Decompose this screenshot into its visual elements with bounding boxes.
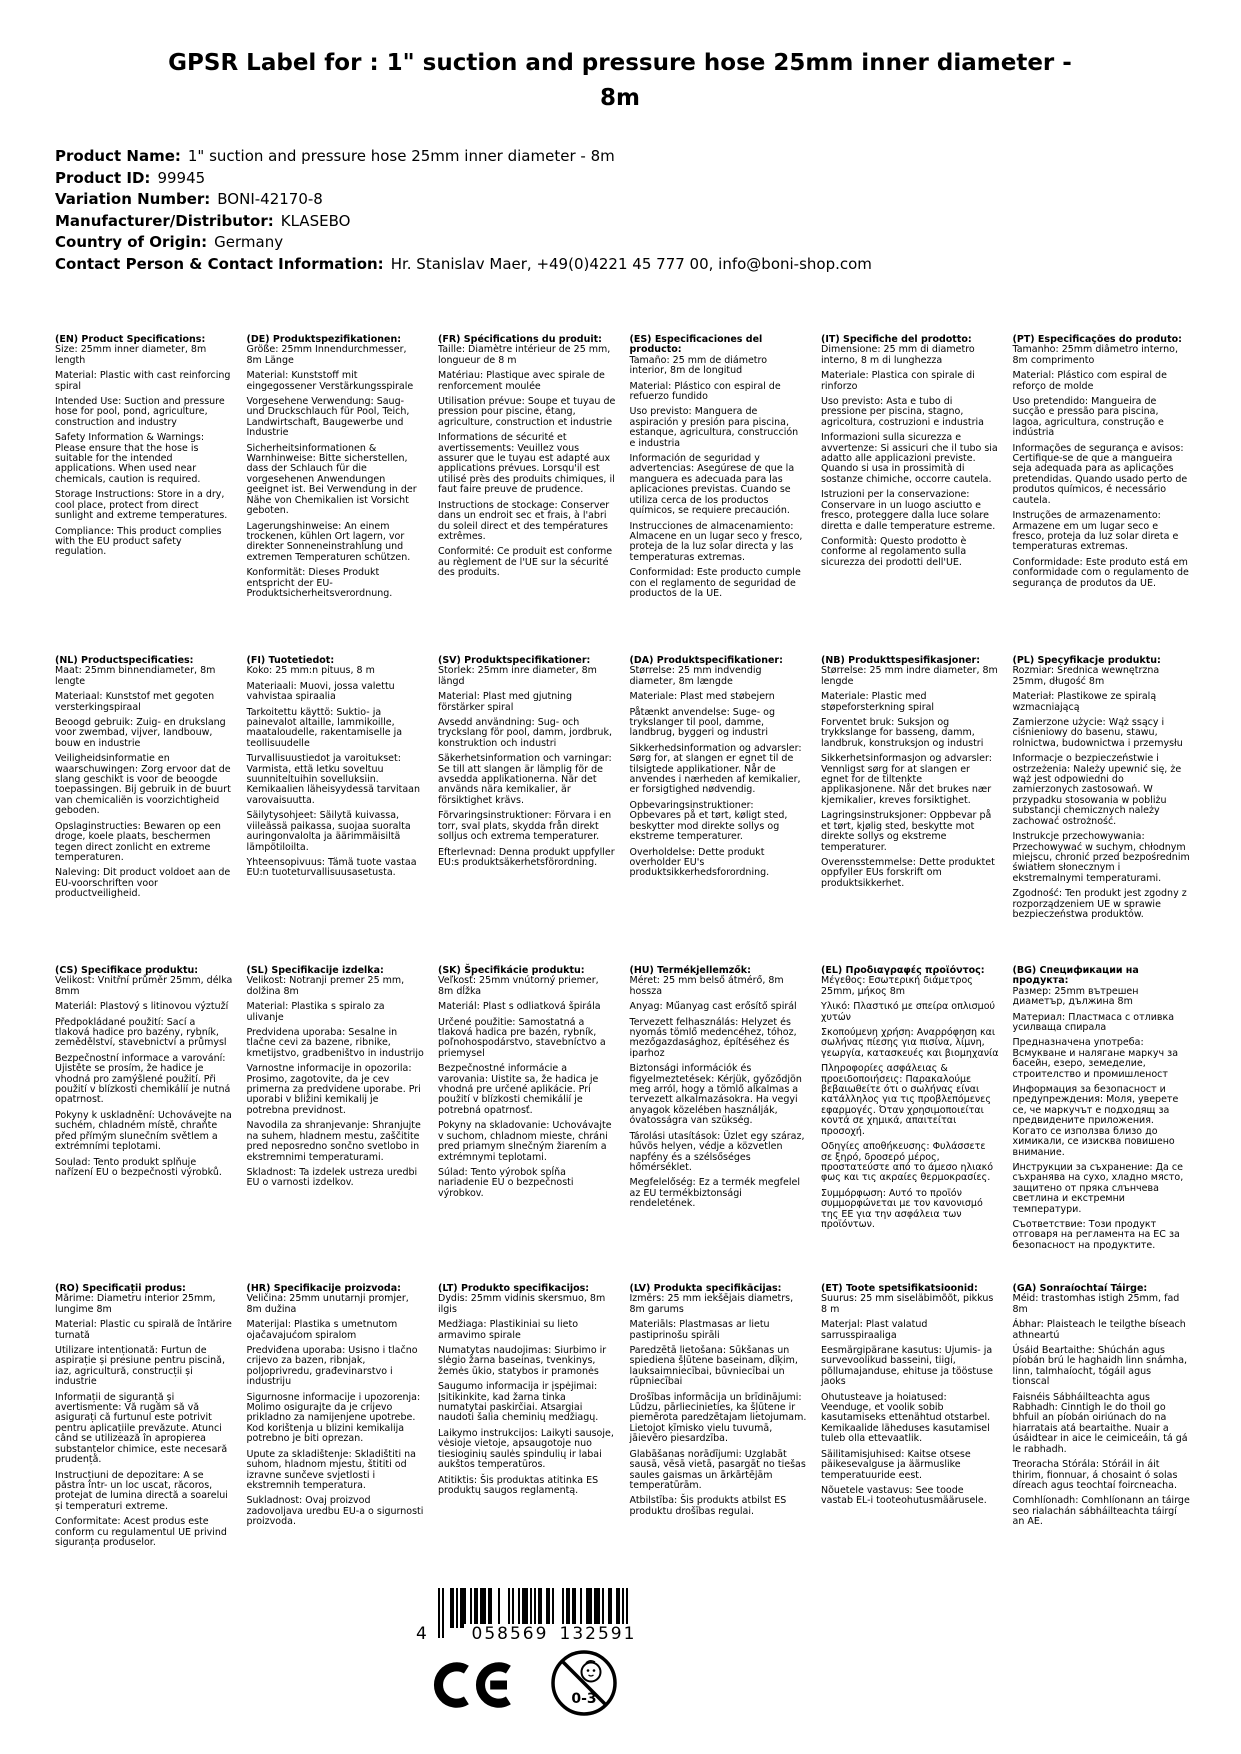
spec-paragraph: Efterlevnad: Denna produkt uppfyller EU:s produktsäkerhetsförordning. (438, 846, 615, 868)
product-field (55, 146, 1155, 168)
spec-paragraph: Sikkerhetsinformasjon og advarsler: Vennligst sørg for at slangen er egnet for de tiltenkte applikasjonene. Når det brukes nær kjemikalier, kreves forsiktighet. (821, 753, 992, 806)
spec-paragraph: Material: Plastic with cast reinforcing spiral (55, 370, 231, 392)
spec-heading: (HR) Specifikacije proizvoda: (246, 1283, 401, 1294)
spec-paragraph: Forventet bruk: Suksjon og trykkslange for basseng, damm, landbruk, konstruksjon og industri (821, 717, 984, 749)
spec-paragraph: Conformitate: Acest produs este conform cu regulamentul UE privind siguranța produselor. (55, 1516, 227, 1548)
product-field (55, 168, 1155, 190)
spec-paragraph: Συμμόρφωση: Αυτό το προϊόν συμμορφώνεται με τον κανονισμό της ΕΕ για την ασφάλεια των προϊόντων. (821, 1187, 983, 1230)
spec-paragraph: Velikost: Notranji premer 25 mm, dolžina 8m (246, 975, 405, 997)
spec-paragraph: Utilizare intenționată: Furtun de aspirație și presiune pentru piscină, iaz, agricultură, construcții și industrie (55, 1345, 225, 1388)
spec-heading: (RO) Specificații produs: (55, 1283, 186, 1294)
spec-paragraph: Navodila za shranjevanje: Shranjujte na suhem, hladnem mestu, zaščitite pred neposredno sončno svetlobo in ekstremnimi temperaturami. (246, 1120, 421, 1163)
age-warning-label: 0-3 (571, 1691, 597, 1707)
product-field-label: Product ID: (55, 168, 151, 187)
spec-paragraph: Informații de siguranță și avertismente: Vă rugăm să vă asigurați că furtunul este potrivit pentru aplicațiile prevăzute. Atunci când se utilizează în apropierea substanțelor chimice, este necesară prudență. (55, 1391, 228, 1466)
spec-paragraph: Uso previsto: Manguera de aspiración y presión para piscina, estanque, agricultura, construcción e industria (629, 406, 799, 449)
spec-paragraph: Uso pretendido: Mangueira de sucção e pressão para piscina, lagoa, agricultura, construção e indústria (1012, 396, 1164, 439)
spec-paragraph: Informazioni sulla sicurezza e avvertenze: Si assicuri che il tubo sia adatto alle applicazioni previste. Quando si usa in prossimità di sostanze chimiche, occorre cautela. (821, 432, 998, 485)
spec-paragraph: Materiál: Plast s odliatková špirála (438, 1001, 601, 1013)
spec-paragraph: Størrelse: 25 mm indre diameter, 8m lengde (821, 665, 998, 687)
spec-paragraph: Vorgesehene Verwendung: Saug- und Druckschlauch für Pool, Teich, Landwirtschaft, Baugewerbe und Industrie (246, 396, 410, 439)
spec-paragraph: Size: 25mm inner diameter, 8m length (55, 344, 207, 366)
product-field-label: Variation Number: (55, 190, 211, 208)
spec-heading: (EN) Product Specifications: (55, 334, 206, 345)
spec-block-fr (438, 335, 621, 656)
spec-paragraph: Veľkosť: 25mm vnútorný priemer, 8m dĺžka (438, 975, 599, 997)
spec-paragraph: Säilytysohjeet: Säilytä kuivassa, viileässä paikassa, suojaa suoralta auringonvalolta ja äärimmäisiltä lämpötiloilta. (246, 810, 411, 853)
spec-paragraph: Comhlíonadh: Comhlíonann an táirge seo rialachán sábháilteachta táirgí an AE. (1012, 1495, 1190, 1528)
page-title: GPSR Label for : 1" suction and pressure hose 25mm inner diameter - 8m (168, 50, 1072, 111)
spec-paragraph: Materiál: Plastový s litinovou výztuží (55, 1001, 229, 1013)
spec-paragraph: Súlad: Tento výrobok spĺňa nariadenie EÚ o bezpečnosti výrobkov. (438, 1166, 574, 1199)
spec-paragraph: Materiāls: Plastmasas ar lietu pastiprinošu spirāli (629, 1319, 770, 1341)
spec-paragraph: Materiał: Plastikowe ze spiralą wzmacniającą (1012, 691, 1157, 713)
spec-paragraph: Material: Plástico con espiral de refuerzo fundido (629, 380, 781, 403)
spec-block-it (821, 335, 1004, 656)
spec-paragraph: Safety Information & Warnings: Please ensure that the hose is suitable for the intended applications. When used near chemicals, caution is required. (55, 432, 205, 485)
spec-paragraph: Μέγεθος: Εσωτερική διάμετρος 25mm, μήκος 8m (821, 975, 973, 997)
spec-paragraph: Materijal: Plastika s umetnutom ojačavajućom spiralom (246, 1319, 398, 1341)
spec-paragraph: Koko: 25 mm:n pituus, 8 m (246, 665, 375, 677)
spec-heading: (IT) Specifiche del prodotto: (821, 334, 972, 345)
spec-paragraph: Méret: 25 mm belső átmérő, 8m hossza (629, 975, 784, 997)
spec-paragraph: Sicherheitsinformationen & Warnhinweise: Bitte sicherstellen, dass der Schlauch für die vorgesehenen Anwendungen geeignet ist. Bei Verwendung in der Nähe von Chemikalien ist Vorsicht geboten. (246, 442, 417, 517)
spec-paragraph: Säilitamisjuhised: Kaitse otsese päikesevalguse ja äärmuslike temperatuuride eest. (821, 1448, 971, 1481)
spec-heading: (SL) Specifikacije izdelka: (246, 965, 384, 976)
spec-paragraph: Treoracha Stórála: Stóráil in áit thirim, fionnuar, á chosaint ó solas díreach agus teochtaí foircneacha. (1012, 1459, 1178, 1491)
spec-paragraph: Konformität: Dieses Produkt entspricht der EU-Produktsicherheitsverordnung. (246, 567, 393, 599)
spec-paragraph: Méid: trastomhas istigh 25mm, fad 8m (1012, 1293, 1180, 1315)
spec-paragraph: Información de seguridad y advertencias: Asegúrese de que la manguera es adecuada para las aplicaciones previstas. Cuando se utiliza cerca de los productos químicos, se requiere precaución. (629, 453, 795, 517)
spec-block-en (55, 335, 238, 656)
spec-paragraph: Suurus: 25 mm siseläbimõõt, pikkus 8 m (821, 1293, 994, 1315)
spec-paragraph: Veiligheidsinformatie en waarschuwingen: Zorg ervoor dat de slang geschikt is voor de beoogde toepassingen. Bij gebruik in de buurt van chemicaliën is voorzichtigheid geboden. (55, 753, 231, 817)
spec-paragraph: Tamaño: 25 mm de diámetro interior, 8m de longitud (629, 354, 768, 377)
spec-block-bg (1013, 966, 1196, 1284)
spec-paragraph: Υλικό: Πλαστικό με σπείρα οπλισμού χυτών (821, 1001, 996, 1023)
spec-paragraph: Sigurnosne informacije i upozorenja: Molimo osigurajte da je crijevo prikladno za namijenjene upotrebe. Kod korištenja u blizini kemikalija potrebno je biti oprezan. (246, 1391, 421, 1445)
spec-paragraph: Numatytas naudojimas: Siurbimo ir slėgio žarna baseinas, tvenkinys, žemės ūkio, statybos ir pramonės (438, 1345, 607, 1377)
spec-heading: (FR) Spécifications du produit: (438, 334, 602, 345)
spec-paragraph: Informações de segurança e avisos: Certifique-se de que a mangueira seja adequada para as aplicações pretendidas. Quando usado perto de produtos químicos, é necessário cautela. (1012, 442, 1188, 506)
spec-paragraph: Påtænkt anvendelse: Suge- og trykslanger til pool, damme, landbrug, byggeri og industri (629, 706, 776, 739)
spec-paragraph: Drošības informācija un brīdinājumi: Lūdzu, pārliecinieties, ka šļūtene ir piemērota paredzētajam lietojumam. Lietojot ķīmisko vielu tuvumā, jāievēro piesardzība. (629, 1391, 807, 1445)
spec-block-ro (55, 1284, 238, 1553)
spec-paragraph: Material: Plastika s spiralo za ulivanje (246, 1001, 385, 1023)
spec-paragraph: Nõuetele vastavus: See toode vastab EL-i tooteohutusmäärusele. (821, 1484, 987, 1507)
spec-paragraph: Σκοπούμενη χρήση: Αναρρόφηση και σωλήνας πίεσης για πισίνα, λίμνη, γεωργία, κατασκευές και βιομηχανία (821, 1027, 999, 1059)
spec-paragraph: Instrucțiuni de depozitare: A se păstra într- un loc uscat, răcoros, protejat de lumina directă a soarelui și temperaturi extreme. (55, 1469, 228, 1512)
spec-paragraph: Предназначена употреба: Всмукване и налягане маркуч за басейн, езеро, земеделие, строителство и промишленост (1012, 1037, 1179, 1080)
spec-block-pt (1013, 335, 1196, 656)
spec-paragraph: Soulad: Tento produkt splňuje nařízení EU o bezpečnosti výrobků. (55, 1156, 222, 1178)
spec-block-lt (438, 1284, 621, 1553)
spec-heading: (FI) Tuotetiedot: (246, 655, 335, 666)
spec-paragraph: Velikost: Vnitřní průměr 25mm, délka 8mm (55, 975, 233, 997)
spec-paragraph: Conformità: Questo prodotto è conforme al regolamento sulla sicurezza dei prodotti dell'UE. (821, 535, 967, 568)
product-field (55, 211, 1155, 233)
spec-paragraph: Yhteensopivuus: Tämä tuote vastaa EU:n tuoteturvallisuusasetusta. (246, 856, 417, 879)
product-field (55, 254, 1155, 276)
spec-paragraph: Πληροφορίες ασφάλειας & προειδοποιήσεις: Παρακαλούμε βεβαιωθείτε ότι ο σωλήνας είναι κατάλληλος για τις προβλεπόμενες εφαρμογές. Όταν χρησιμοποιείται κοντά σε χημικά, απαιτείται προσοχή. (821, 1063, 991, 1137)
spec-block-hr (247, 1284, 430, 1553)
spec-paragraph: Izmērs: 25 mm iekšējais diametrs, 8m garums (629, 1293, 794, 1315)
spec-paragraph: Materiale: Plast med støbejern (629, 691, 775, 703)
spec-paragraph: Eesmärgipärane kasutus: Ujumis- ja survevoolikud basseini, tiigi, põllumajanduse, ehituse ja tööstuse jaoks (821, 1345, 993, 1388)
spec-paragraph: Zamierzone użycie: Wąż ssący i ciśnieniowy do basenu, stawu, rolnictwa, budownictwa i przemysłu (1012, 717, 1183, 749)
spec-paragraph: Säkerhetsinformation och varningar: Se till att slangen är lämplig för de avsedda applikationerna. När det används nära kemikalier, är försiktighet krävs. (438, 753, 612, 806)
spec-heading: (DA) Produktspecifikationer: (629, 655, 783, 666)
barcode-digit-left: 4 (416, 1624, 429, 1644)
spec-paragraph: Οδηγίες αποθήκευσης: Φυλάσσετε σε ξηρό, δροσερό μέρος, προστατεύστε από το άμεσο ηλιακό φως και τις ακραίες θερμοκρασίες. (821, 1141, 994, 1184)
spec-paragraph: Intended Use: Suction and pressure hose for pool, pond, agriculture, construction and industry (55, 396, 225, 428)
spec-heading: (PT) Especificações do produto: (1012, 334, 1182, 345)
spec-paragraph: Sukladnost: Ovaj proizvod zadovoljava uredbu EU-a o sigurnosti proizvoda. (246, 1495, 424, 1528)
spec-paragraph: Istruzioni per la conservazione: Conservare in un luogo asciutto e fresco, proteggere dalla luce solare diretta e dalle temperature estreme. (821, 489, 996, 532)
spec-paragraph: Dydis: 25mm vidinis skersmuo, 8m ilgis (438, 1293, 606, 1315)
spec-paragraph: Material: Kunststoff mit eingegossener Verstärkungsspirale (246, 370, 414, 392)
spec-block-et (821, 1284, 1004, 1553)
spec-paragraph: Veličina: 25mm unutarnji promjer, 8m dužina (246, 1293, 409, 1315)
spec-heading: (DE) Produktspezifikationen: (246, 334, 402, 345)
product-field-value: KLASEBO (280, 211, 351, 230)
spec-paragraph: Opbevaringsinstruktioner: Opbevares på et tørt, køligt sted, beskytter mod direkte sollys og ekstreme temperaturer. (629, 799, 788, 843)
spec-paragraph: Informacje o bezpieczeństwie i ostrzeżenia: Należy upewnić się, że wąż jest odpowiedni do zamierzonych zastosowań. W przypadku stosowania w pobliżu substancji chemicznych należy zachować ostrożność. (1012, 753, 1182, 827)
spec-paragraph: Uso previsto: Asta e tubo di pressione per piscina, stagno, agricoltura, costruzioni e industria (821, 396, 984, 428)
spec-paragraph: Bezpečnostné informácie a varovania: Uistite sa, že hadica je vhodná pre určené aplikácie. Pri použití v blízkosti chemikálií je potrebná opatrnosť. (438, 1063, 599, 1116)
spec-paragraph: Turvallisuustiedot ja varoitukset: Varmista, että letku soveltuu suunniteltuihin sovelluksiin. Kemikaalien läheisyydessä tarvitaan varovaisuutta. (246, 753, 421, 806)
spec-block-el (821, 966, 1004, 1284)
spec-paragraph: Material: Plast med gjutning förstärker spiral (438, 691, 572, 713)
spec-paragraph: Předpokládané použití: Sací a tlaková hadice pro bazény, rybník, zemědělství, stavebnictví a průmysl (55, 1016, 227, 1049)
spec-paragraph: Conformidad: Este producto cumple con el reglamento de seguridad de productos de la UE. (629, 567, 801, 599)
spec-paragraph: Maat: 25mm binnendiameter, 8m lengte (55, 665, 216, 687)
spec-paragraph: Ohutusteave ja hoiatused: Veenduge, et voolik sobib kasutamiseks ettenähtud otstarbel. Kemikaalide läheduses kasutamisel tuleb olla ettevaatlik. (821, 1391, 991, 1445)
barcode (416, 1588, 652, 1652)
spec-block-hu (630, 966, 813, 1284)
spec-paragraph: Saugumo informacija ir įspėjimai: Įsitikinkite, kad žarna tinka numatytai paskirčiai. Atsargiai naudoti šalia cheminių medžiagų. (438, 1381, 599, 1424)
spec-paragraph: Rozmiar: Średnica wewnętrzna 25mm, długość 8m (1012, 665, 1160, 687)
spec-paragraph: Ábhar: Plaisteach le teilgthe bíseach athneartú (1012, 1319, 1186, 1341)
spec-heading: (NL) Productspecificaties: (55, 655, 194, 666)
spec-paragraph: Úsáid Beartaithe: Shúchán agus píobán brú le haghaidh linn snámha, linn, talmhaíocht, tógáil agus tionscal (1012, 1345, 1188, 1388)
spec-heading: (BG) Спецификации на продукта: (1012, 965, 1139, 987)
spec-paragraph: Instrukcje przechowywania: Przechowywać w suchym, chłodnym miejscu, chronić przed bezpośrednim światłem słonecznym i ekstremalnymi temperaturami. (1012, 831, 1190, 884)
spec-paragraph: Matériau: Plastique avec spirale de renforcement moulée (438, 370, 605, 392)
spec-paragraph: Material: Plastic cu spirală de întărire turnată (55, 1319, 232, 1341)
spec-paragraph: Avsedd användning: Sug- och tryckslang för pool, damm, jordbruk, konstruktion och industri (438, 717, 612, 749)
spec-paragraph: Anyag: Műanyag cast erősítő spirál (629, 1001, 797, 1013)
spec-paragraph: Storlek: 25mm inre diameter, 8m längd (438, 665, 597, 687)
spec-paragraph: Материал: Пластмаса с отливка усилваща спирала (1012, 1011, 1175, 1034)
spec-paragraph: Инструкции за съхранение: Да се съхранява на сухо, хладно място, защитено от пряка слънчева светлина и екстремни температури. (1012, 1161, 1184, 1215)
product-field-label: Contact Person & Contact Information: (55, 254, 384, 273)
spec-heading: (SK) Špecifikácie produktu: (438, 965, 585, 976)
product-field-value: 99945 (157, 168, 206, 187)
spec-paragraph: Varnostne informacije in opozorila: Prosimo, zagotovite, da je cev primerna za predvidene uporabe. Pri uporabi v bližini kemikalij je potrebna previdnost. (246, 1063, 421, 1116)
spec-paragraph: Paredzētā lietošana: Sūkšanas un spiediena šļūtene baseinam, dīķim, lauksaimniecībai, būvniecībai un rūpniecībai (629, 1345, 798, 1388)
product-field-value: Hr. Stanislav Maer, +49(0)4221 45 777 00, info@boni-shop.com (390, 254, 872, 273)
product-field (55, 232, 1155, 254)
spec-block-nl (55, 656, 238, 966)
product-info-block (55, 146, 1155, 275)
spec-paragraph: Materiale: Plastic med støpeforsterkning spiral (821, 691, 935, 713)
spec-block-sv (438, 656, 621, 966)
spec-block-fi (247, 656, 430, 966)
spec-paragraph: Laikymo instrukcijos: Laikyti sausoje, vėsioje vietoje, apsaugotoje nuo tiesioginių saulės spindulių ir labai aukštos temperatūros. (438, 1427, 614, 1471)
spec-paragraph: Utilisation prévue: Soupe et tuyau de pression pour piscine, étang, agriculture, construction et industrie (438, 396, 616, 428)
spec-paragraph: Materiaal: Kunststof met gegoten versterkingspiraal (55, 691, 215, 713)
spec-block-cs (55, 966, 238, 1284)
product-field-value: Germany (214, 233, 284, 251)
spec-paragraph: Naleving: Dit product voldoet aan de EU-voorschriften voor productveiligheid. (55, 867, 231, 900)
product-field-value: BONI-42170-8 (217, 190, 323, 208)
spec-heading: (LT) Produkto specifikacijos: (438, 1283, 590, 1294)
spec-block-es (630, 335, 813, 656)
age-warning-0-3-icon (549, 1648, 619, 1718)
spec-paragraph: Určené použitie: Samostatná a tlaková hadica pre bazén, rybník, poľnohospodárstvo, stavebníctvo a priemysel (438, 1016, 606, 1059)
spec-paragraph: Størrelse: 25 mm indvendig diameter, 8m længde (629, 665, 762, 687)
spec-paragraph: Beoogd gebruik: Zuig- en drukslang voor zwembad, vijver, landbouw, bouw en industrie (55, 717, 226, 749)
spec-heading: (ES) Especificaciones del producto: (629, 334, 763, 356)
spec-paragraph: Predvidena uporaba: Sesalne in tlačne cevi za bazene, ribnike, kmetijstvo, gradbeništvo in industrijo (246, 1027, 424, 1059)
spec-paragraph: Tárolási utasítások: Üzlet egy száraz, hűvös helyen, védje a közvetlen napfény és a szélsőséges hőmérséklet. (629, 1130, 805, 1173)
spec-block-pl (1013, 656, 1196, 966)
spec-paragraph: Dimensione: 25 mm di diametro interno, 8 m di lunghezza (821, 344, 975, 366)
spec-paragraph: Zgodność: Ten produkt jest zgodny z rozporządzeniem UE w sprawie bezpieczeństwa produktów. (1012, 888, 1187, 920)
spec-heading: (PL) Specyfikacje produktu: (1012, 655, 1161, 666)
spec-paragraph: Tervezett felhasználás: Helyzet és nyomás tömlő medencéhez, tóhoz, mezőgazdasághoz, építéséhez és iparhoz (629, 1016, 797, 1059)
spec-block-sk (438, 966, 621, 1284)
spec-block-lv (630, 1284, 813, 1553)
spec-block-nb (821, 656, 1004, 966)
spec-paragraph: Instructions de stockage: Conserver dans un endroit sec et frais, à l'abri du soleil direct et des températures extrêmes. (438, 499, 610, 542)
product-field-label: Country of Origin: (55, 233, 208, 251)
spec-paragraph: Instrucciones de almacenamiento: Almacene en un lugar seco y fresco, proteja de la luz solar directa y las temperaturas extremas. (629, 520, 803, 563)
spec-paragraph: Atitiktis: Šis produktas atitinka ES produktų saugos reglamentą. (438, 1474, 599, 1496)
spec-paragraph: Upute za skladištenje: Skladištiti na suhom, hladnom mjestu, štititi od izravne sunčeve svjetlosti i ekstremnih temperatura. (246, 1448, 416, 1491)
spec-paragraph: Predviđena uporaba: Usisno i tlačno crijevo za bazen, ribnjak, poljoprivredu, građevinarstvo i industriju (246, 1345, 418, 1388)
spec-paragraph: Tarkoitettu käyttö: Suktio- ja painevalot altaille, lammikoille, maataloudelle, rakentamiselle ja teollisuudelle (246, 706, 403, 749)
spec-block-sl (247, 966, 430, 1284)
spec-grid (55, 335, 1195, 1553)
spec-paragraph: Информация за безопасност и предупреждения: Моля, уверете се, че маркучът е подходящ за предвидените приложения. Когато се използва близо до химикали, се изисква повишено внимание. (1012, 1084, 1179, 1158)
spec-paragraph: Storage Instructions: Store in a dry, cool place, protect from direct sunlight and extreme temperatures. (55, 489, 228, 522)
spec-paragraph: Materjal: Plast valatud sarrusspiraaliga (821, 1319, 928, 1341)
spec-paragraph: Pokyny k uskladnění: Uchovávejte na suchém, chladném místě, chraňte před přímým slunečním světlem a extrémními teplotami. (55, 1109, 232, 1153)
spec-paragraph: Instruções de armazenamento: Armazene em um lugar seco e fresco, proteja da luz solar direta e temperaturas extremas. (1012, 510, 1179, 553)
spec-heading: (HU) Termékjellemzők: (629, 965, 751, 976)
barcode-digits-mid: 058569 (464, 1624, 556, 1644)
spec-paragraph: Medžiaga: Plastikiniai su lieto armavimo spirale (438, 1319, 579, 1341)
spec-heading: (GA) Sonraíochtaí Táirge: (1012, 1283, 1148, 1294)
product-field-label: Product Name: (55, 147, 181, 165)
spec-paragraph: Skladnost: Ta izdelek ustreza uredbi EU o varnosti izdelkov. (246, 1166, 418, 1189)
spec-paragraph: Conformidade: Este produto está em conformidade com o regulamento de segurança de produtos da UE. (1012, 556, 1189, 589)
spec-paragraph: Compliance: This product complies with the EU product safety regulation. (55, 525, 222, 558)
spec-paragraph: Tamanho: 25mm diâmetro interno, 8m comprimento (1012, 344, 1178, 366)
spec-heading: (LV) Produkta specifikācijas: (629, 1283, 782, 1294)
spec-paragraph: Größe: 25mm Innendurchmesser, 8m Länge (246, 344, 407, 366)
spec-paragraph: Размер: 25mm вътрешен диаметър, дължина 8m (1012, 985, 1139, 1008)
spec-block-de (247, 335, 430, 656)
spec-paragraph: Atbilstība: Šis produkts atbilst ES produktu drošības regulai. (629, 1495, 787, 1517)
spec-paragraph: Materiaali: Muovi, jossa valettu vahvistaa spiraalia (246, 680, 395, 703)
spec-paragraph: Taille: Diamètre intérieur de 25 mm, longueur de 8 m (438, 344, 611, 366)
barcode-digits-right: 132591 (552, 1624, 644, 1644)
spec-paragraph: Overensstemmelse: Dette produktet oppfyller EUs forskrift om produktsikkerhet. (821, 856, 995, 889)
spec-paragraph: Lagringsinstruksjoner: Oppbevar på et tørt, kjølig sted, beskytte mot direkte sollys og ekstreme temperaturer. (821, 810, 992, 853)
product-field-label: Manufacturer/Distributor: (55, 211, 274, 230)
spec-paragraph: Overholdelse: Dette produkt overholder EU's produktsikkerhedsforordning. (629, 846, 770, 879)
product-field (55, 189, 1155, 211)
spec-paragraph: Sikkerhedsinformation og advarsler: Sørg for, at slangen er egnet til de tilsigtede applikationer. Når de anvendes i nærheden af kemikalier, er forsigtighed nødvendig. (629, 742, 802, 796)
spec-heading: (ET) Toote spetsifikatsioonid: (821, 1283, 978, 1294)
spec-paragraph: Förvaringsinstruktioner: Förvara i en torr, sval plats, skydda från direkt solljus och extrema temperaturer. (438, 810, 612, 843)
spec-paragraph: Glabāšanas norādījumi: Uzglabāt sausā, vēsā vietā, pasargāt no tiešas saules gaismas un ārkārtējām temperatūrām. (629, 1448, 806, 1491)
spec-heading: (CS) Specifikace produktu: (55, 965, 199, 976)
spec-paragraph: Biztonsági információk és figyelmeztetések: Kérjük, győződjön meg arról, hogy a tömlő alkalmas a tervezett alkalmazásokra. Ha vegyi anyagok közelében használják, óvatosságra van szükség. (629, 1063, 802, 1127)
product-field-value: 1" suction and pressure hose 25mm inner diameter - 8m (187, 147, 615, 165)
spec-block-da (630, 656, 813, 966)
spec-paragraph: Lagerungshinweise: An einem trockenen, kühlen Ort lagern, vor direkter Sonneneinstrahlung und extremen Temperaturen schützen. (246, 520, 411, 563)
ce-mark-icon (430, 1656, 514, 1714)
spec-paragraph: Megfelelőség: Ez a termék megfelel az EU termékbiztonsági rendeletének. (629, 1177, 800, 1210)
spec-heading: (NB) Produkttspesifikasjoner: (821, 655, 981, 666)
spec-paragraph: Materiale: Plastica con spirale di rinforzo (821, 370, 975, 392)
spec-paragraph: Faisnéis Sábháilteachta agus Rabhadh: Cinntigh le do thoil go bhfuil an píobán oiriúnach do na hiarratais atá beartaithe. Nuair a úsáidtear in aice le ceimiceáin, tá gá le rabhadh. (1012, 1391, 1188, 1455)
spec-paragraph: Informations de sécurité et avertissements: Veuillez vous assurer que le tuyau est adapté aux applications prévues. Lorsqu'il est utilisé près des produits chimiques, il faut faire preuve de prudence. (438, 432, 615, 496)
spec-paragraph: Material: Plástico com espiral de reforço de molde (1012, 370, 1167, 392)
spec-paragraph: Opslaginstructies: Bewaren op een droge, koele plaats, beschermen tegen direct zonlicht en extreme temperaturen. (55, 820, 221, 863)
spec-heading: (EL) Προδιαγραφές προϊόντος: (821, 965, 985, 976)
spec-block-ga (1013, 1284, 1196, 1553)
spec-paragraph: Bezpečnostní informace a varování: Ujistěte se prosím, že hadice je vhodná pro zamýšlené použití. Při použití v blízkosti chemikálií je nutná opatrnost. (55, 1052, 231, 1106)
spec-paragraph: Mărime: Diametru interior 25mm, lungime 8m (55, 1293, 216, 1315)
spec-paragraph: Съответствие: Този продукт отговаря на регламента на ЕС за безопасност на продуктите. (1012, 1218, 1180, 1251)
spec-heading: (SV) Produktspecifikationer: (438, 655, 591, 666)
spec-paragraph: Conformité: Ce produit est conforme au règlement de l'UE sur la sécurité des produits. (438, 546, 613, 579)
spec-paragraph: Pokyny na skladovanie: Uchovávajte v suchom, chladnom mieste, chráni pred priamym slnečným žiarením a extrémnymi teplotami. (438, 1120, 612, 1163)
